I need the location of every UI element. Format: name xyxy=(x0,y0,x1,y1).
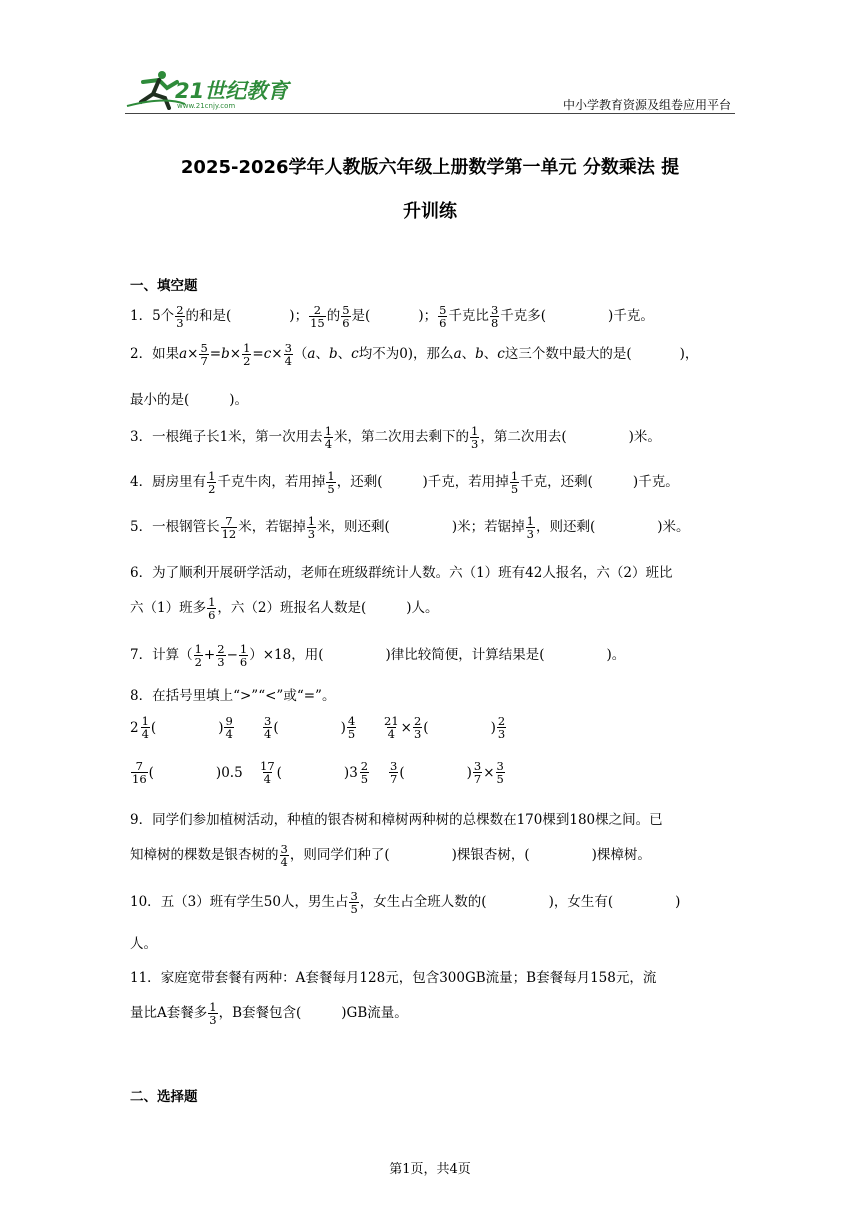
fraction: $\frac{1}{5}$ xyxy=(327,469,335,496)
fraction: $\frac{7}{12}$ xyxy=(221,514,237,541)
fraction: $\frac{1}{5}$ xyxy=(510,469,519,496)
question-6-line-2: 六（1）班多 $\frac{1}{6}$ ，六（2）班报名人数是( )人。 xyxy=(130,595,439,622)
fraction: $\frac{2}{3}$ xyxy=(217,642,225,669)
page-header xyxy=(125,68,735,118)
fraction: $\frac{1}{4}$ xyxy=(324,424,333,451)
fraction: $\frac{2}{15}$ xyxy=(310,303,325,330)
fraction: $\frac{3}{8}$ xyxy=(490,303,499,330)
question-3: 3．一根绳子长1米，第一次用去 $\frac{1}{4}$ 米，第二次用去剩下的 $\frac{1}{3}$ ，第二次用去( )米。 xyxy=(130,424,661,451)
question-9: 9．同学们参加植树活动，种植的银杏树和樟树两种树的总棵数在170棵到180棵之间。已 xyxy=(130,812,663,828)
fraction: $\frac{1}{4}$ xyxy=(141,714,149,741)
fraction: $\frac{2}{3}$ xyxy=(176,303,184,330)
compare-item-1: 2 $\frac{1}{4}$ ( ) $\frac{9}{4}$ xyxy=(130,714,233,741)
fraction: $\frac{3}{7}$ xyxy=(390,759,398,786)
fraction: $\frac{4}{5}$ xyxy=(347,714,356,741)
page-footer: 第1页，共4页 xyxy=(389,1162,471,1177)
logo-subtext: www.21cnjy.com xyxy=(177,102,236,110)
fraction: $\frac{3}{5}$ xyxy=(496,759,504,786)
question-2-line-2: 最小的是( )。 xyxy=(130,392,249,408)
question-2: 2．如果a× $\frac{5}{7}$ =b× $\frac{1}{2}$ =c× $\frac{3}{4}$ （a、b、c均不为0)，那么a、b、c这三个数中最大的是( )， xyxy=(130,341,699,368)
compare-item-4: $\frac{7}{16}$ ( ) 0.5 xyxy=(132,759,243,786)
compare-item-6: $\frac{3}{7}$ ( ) $\frac{3}{7}$ × $\frac{3}{5}$ xyxy=(390,759,504,786)
fraction: $\frac{1}{3}$ xyxy=(307,514,316,541)
fraction: $\frac{3}{7}$ xyxy=(473,759,482,786)
site-tagline: 中小学教育资源及组卷应用平台 xyxy=(562,98,731,112)
fraction: $\frac{1}{3}$ xyxy=(471,424,479,451)
fraction: $\frac{3}{4}$ xyxy=(280,842,288,869)
fraction: $\frac{5}{6}$ xyxy=(439,303,447,330)
fraction: $\frac{3}{4}$ xyxy=(264,714,272,741)
fraction: $\frac{1}{3}$ xyxy=(526,514,534,541)
fraction: $\frac{1}{3}$ xyxy=(209,1000,217,1027)
compare-item-3: $\frac{21}{4}$ × $\frac{2}{3}$ ( ) $\frac{2}{3}$ xyxy=(384,714,506,741)
section-heading-fill: 一、填空题 xyxy=(130,278,198,294)
fraction: $\frac{1}{2}$ xyxy=(243,341,251,368)
fraction: $\frac{1}{2}$ xyxy=(194,642,202,669)
title-line-1: 2025-2026学年人教版六年级上册数学第一单元 分数乘法 提 xyxy=(180,157,680,178)
compare-item-2: $\frac{3}{4}$ ( ) $\frac{4}{5}$ xyxy=(264,714,356,741)
fraction: $\frac{3}{4}$ xyxy=(284,341,292,368)
fraction: $\frac{7}{16}$ xyxy=(132,759,147,786)
question-6: 6．为了顺利开展研学活动，老师在班级群统计人数。六（1）班有42人报名，六（2）班比 xyxy=(130,565,673,581)
fraction: $\frac{1}{6}$ xyxy=(239,642,248,669)
fraction: $\frac{2}{3}$ xyxy=(497,714,506,741)
question-5: 5．一根钢管长 $\frac{7}{12}$ 米，若锯掉 $\frac{1}{3}$ 米，则还剩( )米；若锯掉 $\frac{1}{3}$ ，则还剩( )米。 xyxy=(130,514,690,541)
fraction: $\frac{17}{4}$ xyxy=(260,759,275,786)
site-logo xyxy=(125,68,295,110)
question-11: 11．家庭宽带套餐有两种：A套餐每月128元，包含300GB流量；B套餐每月158元，流 xyxy=(130,970,657,986)
question-7: 7．计算（ $\frac{1}{2}$ + $\frac{2}{3}$ − $\frac{1}{6}$ ）×18，用( )律比较简便，计算结果是( )。 xyxy=(130,642,626,669)
fraction: $\frac{3}{5}$ xyxy=(350,889,358,916)
title-line-2: 升训练 xyxy=(403,201,457,222)
compare-item-5: $\frac{17}{4}$ ( ) 3 $\frac{2}{5}$ xyxy=(260,759,369,786)
header-divider xyxy=(125,113,735,114)
logo-text: 21世纪教育 xyxy=(175,79,289,103)
question-1: 1．5个 $\frac{2}{3}$ 的和是( )； $\frac{2}{15}$ 的 $\frac{5}{6}$ 是( )； $\frac{5}{6}$ 千克比 $\frac{3}{8}$ 千克多( )千克。 xyxy=(130,303,654,330)
question-4: 4．厨房里有 $\frac{1}{2}$ 千克牛肉，若用掉 $\frac{1}{5}$ ，还剩( )千克，若用掉 $\frac{1}{5}$ 千克，还剩( )千克。 xyxy=(130,469,679,496)
section-heading-choice: 二、选择题 xyxy=(130,1089,198,1105)
question-10-line-2: 人。 xyxy=(130,936,157,952)
document-title xyxy=(130,146,730,234)
fraction: $\frac{1}{2}$ xyxy=(208,469,216,496)
runner-logo-icon xyxy=(125,68,295,110)
fraction: $\frac{2}{5}$ xyxy=(360,759,369,786)
fraction: $\frac{21}{4}$ xyxy=(384,714,399,741)
fraction: $\frac{1}{6}$ xyxy=(208,595,216,622)
question-8: 8．在括号里填上“>”“<”或“=”。 xyxy=(130,688,336,704)
question-10: 10．五（3）班有学生50人，男生占 $\frac{3}{5}$ ，女生占全班人数的( )，女生有( ) xyxy=(130,889,681,916)
fraction: $\frac{9}{4}$ xyxy=(225,714,233,741)
fraction: $\frac{5}{6}$ xyxy=(342,303,350,330)
question-9-line-2: 知樟树的棵数是银杏树的 $\frac{3}{4}$ ，则同学们种了( )棵银杏树，( )棵樟树。 xyxy=(130,842,651,869)
question-11-line-2: 量比A套餐多 $\frac{1}{3}$ ，B套餐包含( )GB流量。 xyxy=(130,1000,408,1027)
fraction: $\frac{2}{3}$ xyxy=(413,714,422,741)
fraction: $\frac{5}{7}$ xyxy=(200,341,208,368)
